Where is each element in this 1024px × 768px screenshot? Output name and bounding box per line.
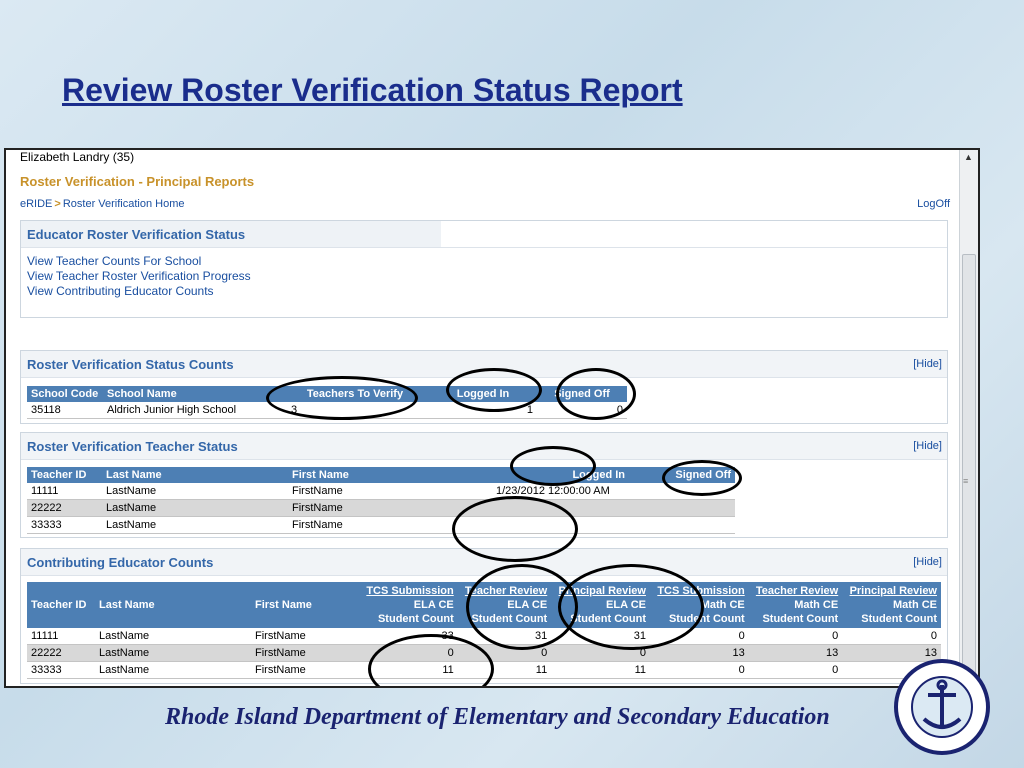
col-school-code[interactable]: School Code [27, 386, 103, 402]
cell-teachers-to-verify: 3 [281, 402, 429, 419]
col-logged-in[interactable]: Logged In [429, 386, 537, 402]
pr-ela-line3: Student Count [570, 613, 646, 625]
table-row [27, 517, 735, 534]
cell-tr-ela: 31 [458, 628, 551, 645]
cell-teacher-id: 22222 [27, 645, 95, 662]
breadcrumb-roster-home-link[interactable]: Roster Verification Home [62, 198, 185, 210]
status-panel-title: Educator Roster Verification Status [27, 227, 246, 242]
tr-math-line3: Student Count [762, 613, 839, 625]
view-contributing-counts-link[interactable]: View Contributing Educator Counts [27, 284, 214, 298]
annotation-oval [266, 376, 418, 420]
teacher-status-panel-header [21, 433, 947, 460]
cell-signed-off: 0 [537, 402, 627, 419]
tcs-math-line3: Student Count [668, 613, 745, 625]
status-panel-header [21, 221, 947, 248]
annotation-oval [558, 564, 704, 650]
annotation-oval [452, 496, 578, 562]
pr-math-line3: Student Count [861, 613, 937, 625]
cell-teacher-id: 11111 [27, 628, 95, 645]
teacher-status-hide-link[interactable]: [Hide] [913, 440, 942, 452]
cell-first-name: FirstName [251, 662, 359, 679]
cell-logged-in: 1 [429, 402, 537, 419]
scroll-up-arrow-icon[interactable]: ▲ [964, 152, 973, 162]
cell-tcs-math: 13 [650, 645, 749, 662]
cell-tr-math: 13 [749, 645, 842, 662]
cell-tcs-ela: 11 [359, 662, 458, 679]
tcs-math-line2: Math CE [700, 599, 745, 611]
cell-last-name: LastName [95, 645, 251, 662]
annotation-oval [510, 446, 596, 486]
logoff-link[interactable]: LogOff [917, 198, 950, 210]
tcs-ela-line2: ELA CE [413, 599, 454, 611]
browser-window [4, 148, 980, 688]
cell-tr-ela: 0 [458, 645, 551, 662]
annotation-oval [446, 368, 542, 412]
cell-signed-off [629, 500, 735, 517]
annotation-oval [556, 368, 636, 420]
breadcrumb-separator: > [54, 198, 61, 210]
view-verification-progress-link[interactable]: View Teacher Roster Verification Progress [27, 269, 251, 283]
cell-last-name: LastName [102, 483, 288, 500]
cell-first-name: FirstName [251, 628, 359, 645]
tr-ela-line1[interactable]: Teacher Review [464, 585, 548, 597]
col-last-name[interactable]: Last Name [102, 467, 288, 483]
pr-math-line1[interactable]: Principal Review [849, 585, 937, 597]
table-row [27, 500, 735, 517]
cell-pr-math: 13 [842, 645, 941, 662]
cell-first-name: FirstName [288, 483, 466, 500]
cell-first-name: FirstName [251, 645, 359, 662]
app-title: Roster Verification - Principal Reports [20, 174, 255, 189]
cell-tr-ela: 11 [458, 662, 551, 679]
col-first-name[interactable]: First Name [251, 582, 359, 628]
cell-teacher-id: 11111 [27, 483, 102, 500]
cell-last-name: LastName [102, 517, 288, 534]
col-signed-off[interactable]: Signed Off [537, 386, 627, 402]
tr-math-line1[interactable]: Teacher Review [755, 585, 839, 597]
tcs-ela-line1[interactable]: TCS Submission [366, 585, 454, 597]
col-logged-in[interactable]: Logged In [466, 467, 629, 483]
cell-first-name: FirstName [288, 500, 466, 517]
cell-tr-math: 0 [749, 628, 842, 645]
status-panel [20, 220, 948, 318]
cell-pr-math: 0 [842, 628, 941, 645]
cell-last-name: LastName [102, 500, 288, 517]
pr-ela-line1[interactable]: Principal Review [558, 585, 646, 597]
user-name: Elizabeth Landry (35) [20, 150, 135, 164]
breadcrumb-eride-link[interactable]: eRIDE [20, 198, 53, 210]
tr-math-line2: Math CE [794, 599, 839, 611]
col-tcs-ela[interactable] [359, 582, 458, 628]
cell-first-name: FirstName [288, 517, 466, 534]
scroll-thumb[interactable] [962, 254, 976, 686]
department-seal-icon [880, 655, 1000, 765]
cell-pr-ela: 0 [551, 645, 650, 662]
col-school-name[interactable]: School Name [103, 386, 281, 402]
col-teacher-id[interactable]: Teacher ID [27, 582, 95, 628]
cell-teacher-id: 33333 [27, 517, 102, 534]
cell-pr-ela: 31 [551, 628, 650, 645]
counts-hide-link[interactable]: [Hide] [913, 358, 942, 370]
cell-last-name: LastName [95, 662, 251, 679]
tcs-ela-line3: Student Count [377, 613, 454, 625]
contributing-panel-title: Contributing Educator Counts [27, 555, 214, 570]
cell-signed-off [629, 517, 735, 534]
col-teacher-review-math[interactable] [749, 582, 842, 628]
view-teacher-counts-link[interactable]: View Teacher Counts For School [27, 254, 202, 268]
cell-logged-in: 1/23/2012 12:00:00 AM [466, 483, 629, 500]
cell-tr-math: 0 [749, 662, 842, 679]
cell-last-name: LastName [95, 628, 251, 645]
footer-department-name: Rhode Island Department of Elementary and Secondary Education [165, 704, 830, 730]
breadcrumb [20, 198, 185, 210]
cell-teacher-id: 22222 [27, 500, 102, 517]
teacher-status-panel-title: Roster Verification Teacher Status [27, 439, 238, 454]
tr-ela-line3: Student Count [471, 613, 548, 625]
contributing-hide-link[interactable]: [Hide] [913, 556, 942, 568]
cell-tcs-ela: 33 [359, 628, 458, 645]
cell-tcs-math: 0 [650, 628, 749, 645]
scroll-grip-icon: ≡ [963, 476, 969, 486]
tcs-math-line1[interactable]: TCS Submission [657, 585, 745, 597]
cell-school-name: Aldrich Junior High School [103, 402, 281, 419]
counts-panel-title: Roster Verification Status Counts [27, 357, 234, 372]
cell-tcs-math: 0 [650, 662, 749, 679]
cell-pr-ela: 11 [551, 662, 650, 679]
col-signed-off[interactable]: Signed Off [629, 467, 735, 483]
cell-teacher-id: 33333 [27, 662, 95, 679]
annotation-oval [662, 460, 742, 496]
col-teacher-id[interactable]: Teacher ID [27, 467, 102, 483]
cell-tcs-ela: 0 [359, 645, 458, 662]
tr-ela-line2: ELA CE [507, 599, 548, 611]
pr-ela-line2: ELA CE [606, 599, 646, 611]
col-first-name[interactable]: First Name [288, 467, 466, 483]
vertical-scrollbar[interactable] [959, 150, 978, 686]
pr-math-line2: Math CE [893, 599, 937, 611]
cell-school-code: 35118 [27, 402, 103, 419]
col-principal-review-math[interactable] [842, 582, 941, 628]
teacher-status-table [27, 467, 735, 534]
col-teachers-to-verify[interactable]: Teachers To Verify [281, 386, 429, 402]
col-last-name[interactable]: Last Name [95, 582, 251, 628]
status-links [21, 248, 947, 305]
table-row [27, 483, 735, 500]
slide-title: Review Roster Verification Status Report [62, 72, 683, 108]
